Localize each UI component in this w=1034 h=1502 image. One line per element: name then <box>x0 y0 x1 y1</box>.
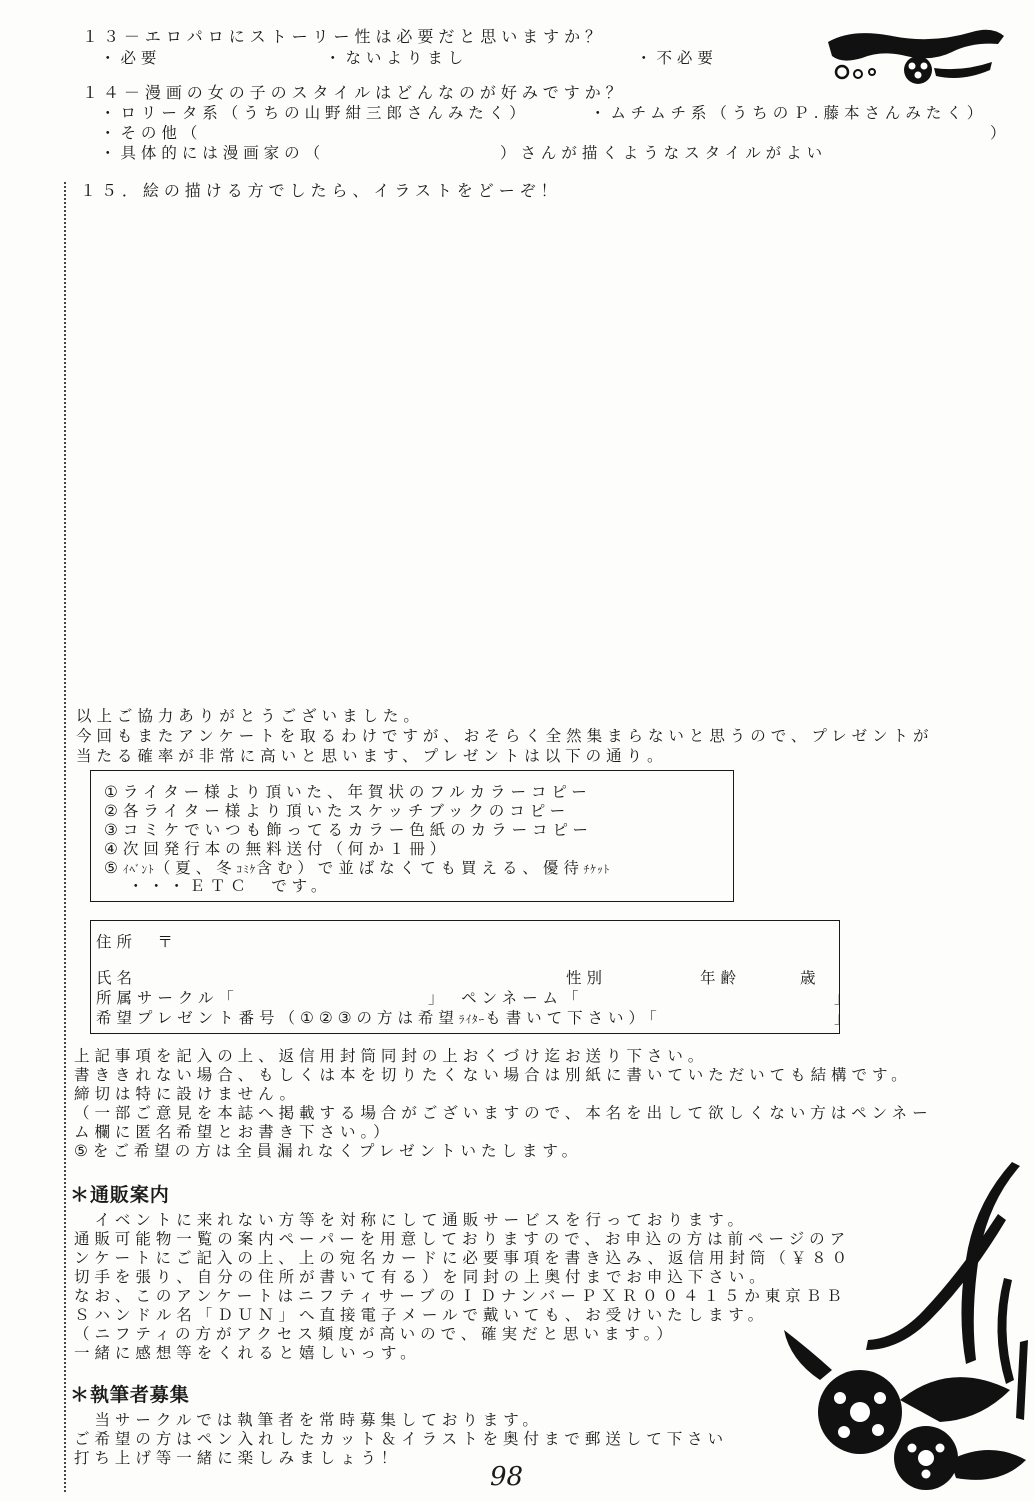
form-wish-present-label <box>96 1006 662 1028</box>
q14-option-other-close: ） <box>990 124 1011 142</box>
present-item-5-ticket: ﾁｹｯﾄ <box>583 863 611 876</box>
form-name-label: 氏名 <box>96 969 137 987</box>
mail-order-line-1: イベントに来れない方等を対称にして通販サービスを行っております。 <box>74 1211 748 1229</box>
page-number: 98 <box>490 1462 524 1492</box>
dotted-margin-line <box>64 182 66 1492</box>
decorative-ornament-top-right <box>822 22 1008 92</box>
form-penname-close: 」 <box>834 989 855 1007</box>
q13-option-unnecessary: ・不必要 <box>636 49 718 67</box>
mail-order-line-6: Ｓハンドル名「ＤＵＮ」へ直接電子メールで戴いても、お受けいたします。 <box>74 1306 769 1324</box>
present-item-5-event: ｲﾍﾞﾝﾄ <box>122 863 155 876</box>
q14-option-specific-artist: ・具体的には漫画家の（ <box>100 144 326 162</box>
writers-line-1: 当サークルでは執筆者を常時募集しております。 <box>74 1411 543 1429</box>
question-13: １３－エロパロにストーリー性は必要だと思いますか？ <box>82 27 607 46</box>
form-address-label: 住所 〒 <box>96 933 178 951</box>
thanks-line-2: 今回もまたアンケートを取るわけですが、おそらく全然集まらないと思うので、プレゼントが <box>76 727 934 745</box>
instruction-line-3: 締切は特に設けません。 <box>74 1085 300 1103</box>
writers-line-3: 打ち上げ等一緒に楽しみましょう！ <box>74 1449 402 1467</box>
thanks-line-3: 当たる確率が非常に高いと思います、プレゼントは以下の通り。 <box>76 747 668 765</box>
present-item-1: ①ライター様より頂いた、年賀状のフルカラーコピー <box>104 783 592 801</box>
form-age-label: 年齢 <box>700 969 741 987</box>
form-circle-label: 所属サークル「 <box>96 989 239 1007</box>
present-item-3: ③コミケでいつも飾ってるカラー色紙のカラーコピー <box>104 821 593 839</box>
decorative-flower-ornament <box>780 1160 1030 1496</box>
instruction-line-5: ム欄に匿名希望とお書き下さい。） <box>74 1123 394 1141</box>
present-item-etc: ・・・ＥＴＣ です。 <box>128 877 332 895</box>
q14-option-lolita: ・ロリータ系（うちの山野紺三郎さんみたく） <box>100 104 530 122</box>
present-item-4: ④次回発行本の無料送付（何か１冊） <box>104 840 451 858</box>
q14-option-muchimuchi: ・ムチムチ系（うちのＰ.藤本さんみたく） <box>590 104 988 122</box>
instruction-line-6: ⑤をご希望の方は全員漏れなくプレゼントいたします。 <box>74 1142 583 1160</box>
form-wish-text-a: 希望プレゼント番号（①②③の方は希望 <box>96 1009 459 1027</box>
mail-order-line-4: 切手を張り、自分の住所が書いて有る）を同封の上奥付までお申込下さい。 <box>74 1268 770 1286</box>
form-age-unit: 歳 <box>800 969 821 987</box>
present-item-5-comike: ｺﾐｹ <box>236 863 257 876</box>
mail-order-line-5: なお、このアンケートはニフティサーブのＩＤナンバーＰＸＲ００４１５か東京ＢＢ <box>74 1287 847 1305</box>
q14-option-other: ・その他（ <box>100 124 203 142</box>
instruction-line-2: 書ききれない場合、もしくは本を切りたくない場合は別紙に書いていただいても結構です。 <box>74 1066 912 1084</box>
mail-order-line-3: ンケートにご記入の上、上の宛名カードに必要事項を書き込み、返信用封筒（￥８０ <box>74 1249 853 1267</box>
q13-option-better-than-none: ・ないよりまし <box>325 49 469 67</box>
present-item-2: ②各ライター様より頂いたスケッチブックのコピー <box>104 802 571 820</box>
instruction-line-4: （一部ご意見を本誌へ掲載する場合がございますので、本名を出して欲しくない方はペンネー <box>74 1104 933 1122</box>
form-wish-writer: ﾗｲﾀｰ <box>458 1013 486 1026</box>
instruction-line-1: 上記事項を記入の上、返信用封筒同封の上おくづけ迄お送り下さい。 <box>74 1047 709 1065</box>
present-item-5-text: 含む）で並ばなくても買える、優待 <box>256 859 584 877</box>
mail-order-line-8: 一緒に感想等をくれると嬉しいっす。 <box>74 1344 421 1362</box>
present-item-5-number: ⑤ <box>104 859 123 877</box>
form-wish-text-c: も書いて下さい）「 <box>485 1009 662 1027</box>
question-15: １５．絵の描ける方でしたら、イラストをどーぞ！ <box>80 181 562 200</box>
q13-option-necessary: ・必要 <box>100 49 162 67</box>
form-penname-label: 」 ペンネーム「 <box>428 989 584 1007</box>
mail-order-heading: ＊通販案内 <box>70 1184 170 1206</box>
writers-line-2: ご希望の方はペン入れしたカット＆イラストを奥付まで郵送して下さい <box>74 1430 729 1448</box>
writers-wanted-heading: ＊執筆者募集 <box>70 1384 190 1406</box>
mail-order-line-7: （ニフティの方がアクセス頻度が高いので、確実だと思います。） <box>74 1325 677 1343</box>
question-14: １４－漫画の女の子のスタイルはどんなのが好みですか？ <box>82 83 627 102</box>
q14-option-specific-artist-suffix: ）さんが描くようなスタイルがよい <box>500 144 828 162</box>
present-item-5-season: （夏、冬 <box>154 859 237 877</box>
thanks-line-1: 以上ご協力ありがとうございました。 <box>76 707 424 725</box>
mail-order-line-2: 通販可能物一覧の案内ペーパーを用意しておりますので、お申込の方は前ページのア <box>74 1230 851 1248</box>
form-gender-label: 性別 <box>566 969 607 987</box>
form-wish-close: 」 <box>834 1009 855 1027</box>
